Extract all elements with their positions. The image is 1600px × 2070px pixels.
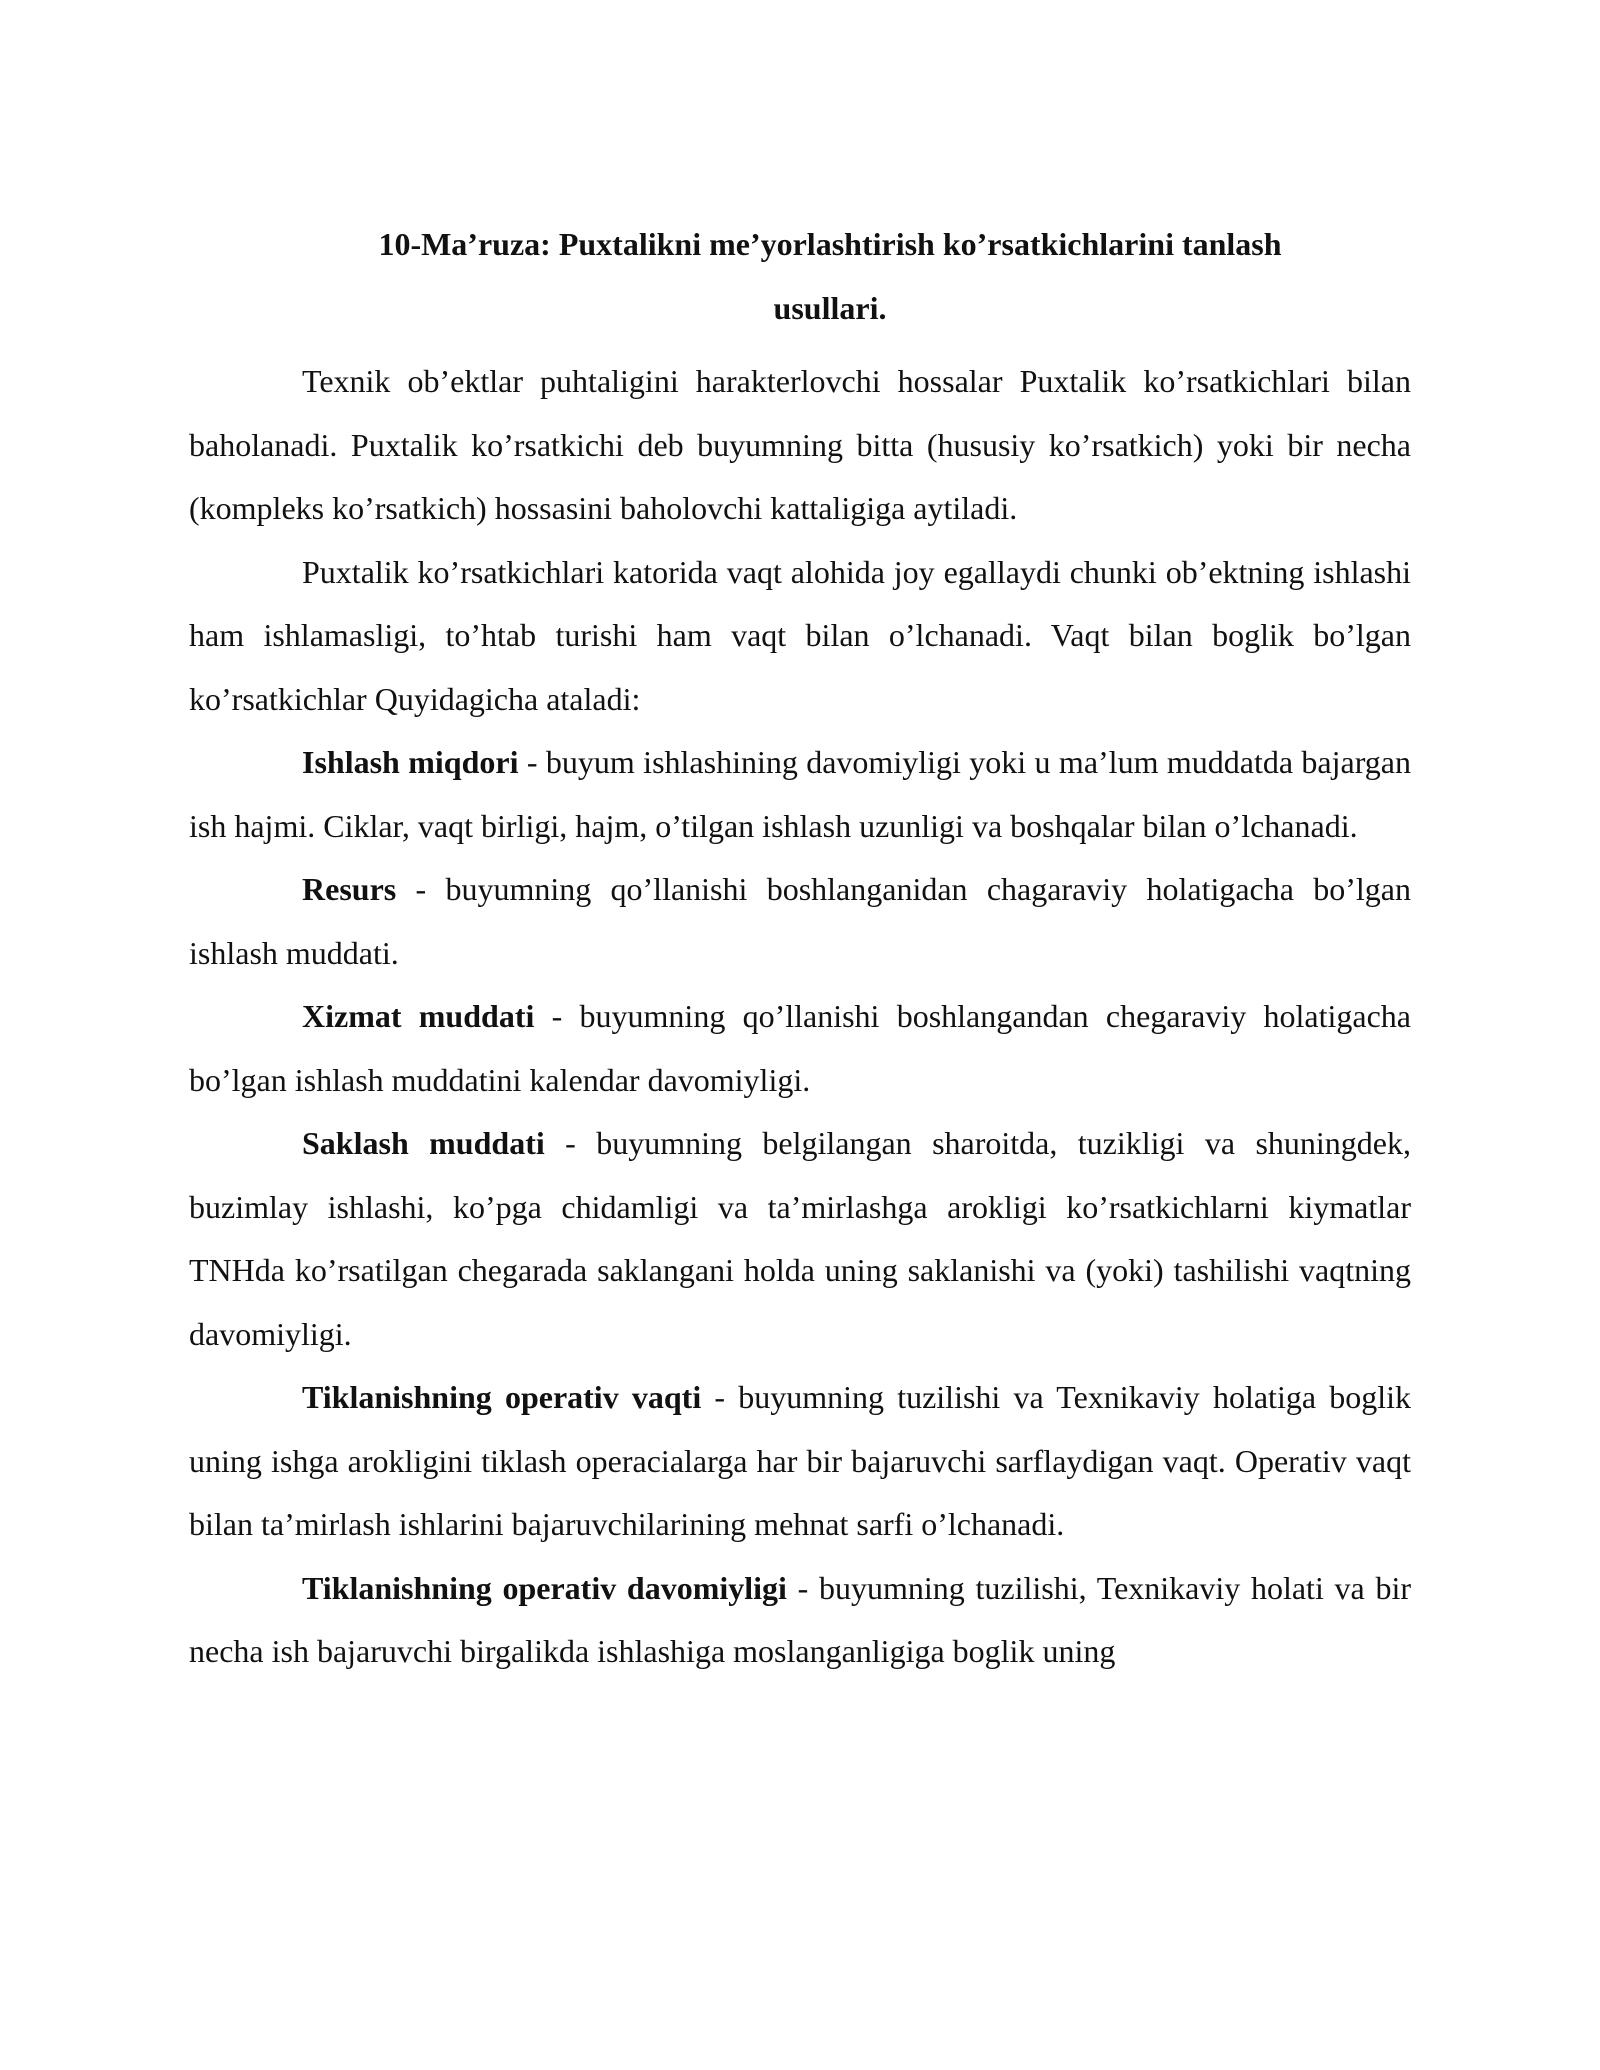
definition-text: - buyumning qo’llanishi boshlangandan chegaraviy holatigacha bo’lgan ishlash muddatini kalendar davomiyligi.	[189, 998, 1412, 1098]
definition-text: - buyumning tuzilishi va Texnikaviy holatiga boglik uning ishga arokligini tiklash operacialarga har bir bajaruvchi sarflaydigan vaqt. Operativ vaqt bilan ta’mirlash ishlarini bajaruvchilarining mehnat sarfi o’lchanadi.	[189, 1379, 1412, 1542]
title-line-1: 10-Ma’ruza: Puxtalikni me’yorlashtirish ko’rsatkichlarini tanlash	[378, 226, 1282, 262]
definition-term: Tiklanishning operativ vaqti	[302, 1379, 702, 1415]
definition-text: - buyumning tuzilishi, Texnikaviy holati va bir necha ish bajaruvchi birgalikda ishlashiga moslanganligiga boglik uning	[189, 1569, 1412, 1669]
definition-paragraph	[189, 1112, 1411, 1366]
page-title	[189, 212, 1411, 340]
intro-paragraph: Texnik ob’ektlar puhtaligini harakterlovchi hossalar Puxtalik ko’rsatkichlari bilan baholanadi. Puxtalik ko’rsatkichi deb buyumning bitta (hususiy ko’rsatkich) yoki bir necha (kompleks ko’rsatkich) hossasini baholovchi kattaligiga aytiladi.	[189, 363, 1411, 526]
definition-text: - buyumning belgilangan sharoitda, tuzikligi va shuningdek, buzimlay ishlashi, ko’pga chidamligi va ta’mirlashga arokligi ko’rsatkichlarni kiymatlar TNHda ko’rsatilgan chegarada saklangani holda uning saklanishi va (yoki) tashilishi vaqtning davomiyligi.	[189, 1125, 1411, 1352]
intro-paragraph: Puxtalik ko’rsatkichlari katorida vaqt alohida joy egallaydi chunki ob’ektning ishlashi ham ishlamasligi, to’htab turishi ham vaqt bilan o’lchanadi. Vaqt bilan boglik bo’lgan ko’rsatkichlar Quyidagicha ataladi:	[189, 553, 1411, 717]
definition-paragraph	[189, 985, 1411, 1112]
document-page	[189, 212, 1411, 1684]
definition-term: Ishlash miqdori	[302, 744, 519, 780]
definition-text: - buyumning qo’llanishi boshlanganidan chagaraviy holatigacha bo’lgan ishlash muddati.	[189, 871, 1411, 971]
definition-term: Saklash muddati	[302, 1125, 545, 1161]
definition-paragraph	[189, 1366, 1411, 1557]
definition-paragraph	[189, 731, 1411, 858]
definition-paragraph	[189, 858, 1411, 985]
definition-term: Resurs	[302, 871, 397, 907]
definition-term: Tiklanishning operativ davomiyligi	[302, 1569, 787, 1606]
definition-text: - buyum ishlashining davomiyligi yoki u ma’lum muddatda bajargan ish hajmi. Ciklar, vaqt birligi, hajm, o’tilgan ishlash uzunligi va boshqalar bilan o’lchanadi.	[189, 744, 1412, 844]
title-line-2: usullari.	[773, 290, 887, 326]
definition-paragraph	[189, 1557, 1411, 1684]
definition-term: Xizmat muddati	[302, 998, 535, 1034]
